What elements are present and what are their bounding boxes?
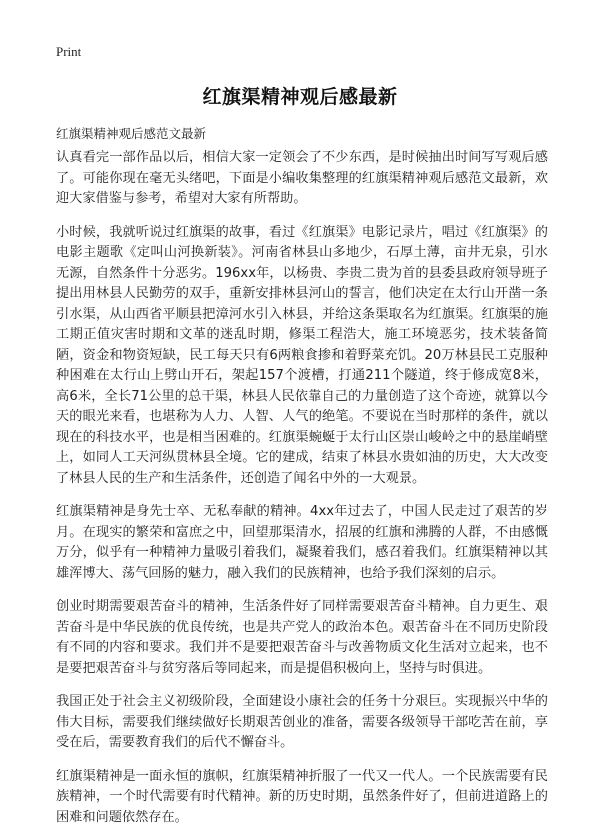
- paragraph-hard-work: 创业时期需要艰苦奋斗的精神，生活条件好了同样需要艰苦奋斗精神。自力更生、艰苦奋斗是中华民族的优良传统，也是共产党人的政治本色。艰苦奋斗在不同历史阶段有不同的内容和要求。我们并不是要把艰苦奋斗与改善物质文化生活对立起来，也不是要把艰苦奋斗与贫穷落后等同起来，而是提倡积极向上，坚持与时俱进。: [56, 599, 548, 676]
- document-title: 红旗渠精神观后感最新: [202, 86, 398, 108]
- paragraph-spirit: 红旗渠精神是身先士卒、无私奉献的精神。4xx年过去了，中国人民走过了艰苦的岁月。在现实的繁荣和富庶之中，回望那渠清水，招展的红旗和沸腾的人群，不由感慨万分，似乎有一种精神力量吸引着我们，凝聚着我们，感召着我们。红旗渠精神以其雄浑博大、荡气回肠的魅力，融入我们的民族精神，也给予我们深刻的启示。: [56, 504, 548, 581]
- paragraph-intro: 认真看完一部作品以后，相信大家一定领会了不少东西，是时候抽出时间写写观后感了。可能你现在毫无头绪吧，下面是小编收集整理的红旗渠精神观后感范文最新，欢迎大家借鉴与参考，希望对大家有所帮助。: [56, 150, 548, 206]
- document-body: [56, 148, 548, 828]
- print-link[interactable]: Print: [56, 44, 82, 59]
- document-subtitle: 红旗渠精神观后感范文最新: [56, 126, 207, 141]
- paragraph-banner: 红旗渠精神是一面永恒的旗帜，红旗渠精神折服了一代又一代人。一个民族需要有民族精神，一个时代需要有时代精神。新的历史时期，虽然条件好了，但前进道路上的困难和问题依然存在。: [56, 768, 548, 825]
- paragraph-history: 小时候，我就听说过红旗渠的故事，看过《红旗渠》电影记录片，唱过《红旗渠》的电影主题歌《定叫山河换新装》。河南省林县山多地少，石厚土薄，亩井无泉，引水无源，自然条件十分恶劣。196xx年，以杨贵、李贵二贵为首的县委县政府领导班子提出用林县人民勤劳的双手，重新安排林县河山的誓言，他们决定在太行山开凿一条引水渠，从山西省平顺县把漳河水引入林县，并给这条渠取名为红旗渠。红旗渠的施工期正值灾害时期和文革的迷乱时期，修渠工程浩大，施工环境恶劣，技术装备简陋，资金和物资短缺，民工每天只有6两粮食掺和着野菜充饥。20万林县民工克服种种困难在太行山上劈山开石，架起157个渡槽，打通211个隧道，终于修成宽8米，高6米，全长71公里的总干渠，林县人民依靠自己的力量创造了这个奇迹，就算以今天的眼光来看，也堪称为人力、人智、人气的绝笔。不要说在当时那样的条件，就以现在的科技水平，也是相当困难的。红旗渠蜿蜒于太行山区崇山峻岭之中的悬崖峭壁上，如同人工天河纵贯林县全境。它的建成，结束了林县水贵如油的历史，大大改变了林县人民的生产和生活条件，还创造了闻名中外的一大观景。: [56, 224, 548, 486]
- paragraph-present-stage: 我国正处于社会主义初级阶段，全面建设小康社会的任务十分艰巨。实现振兴中华的伟大目标，需要我们继续做好长期艰苦创业的准备，需要各级领导干部吃苦在前，享受在后，需要教育我们的后代不懈奋斗。: [56, 694, 548, 750]
